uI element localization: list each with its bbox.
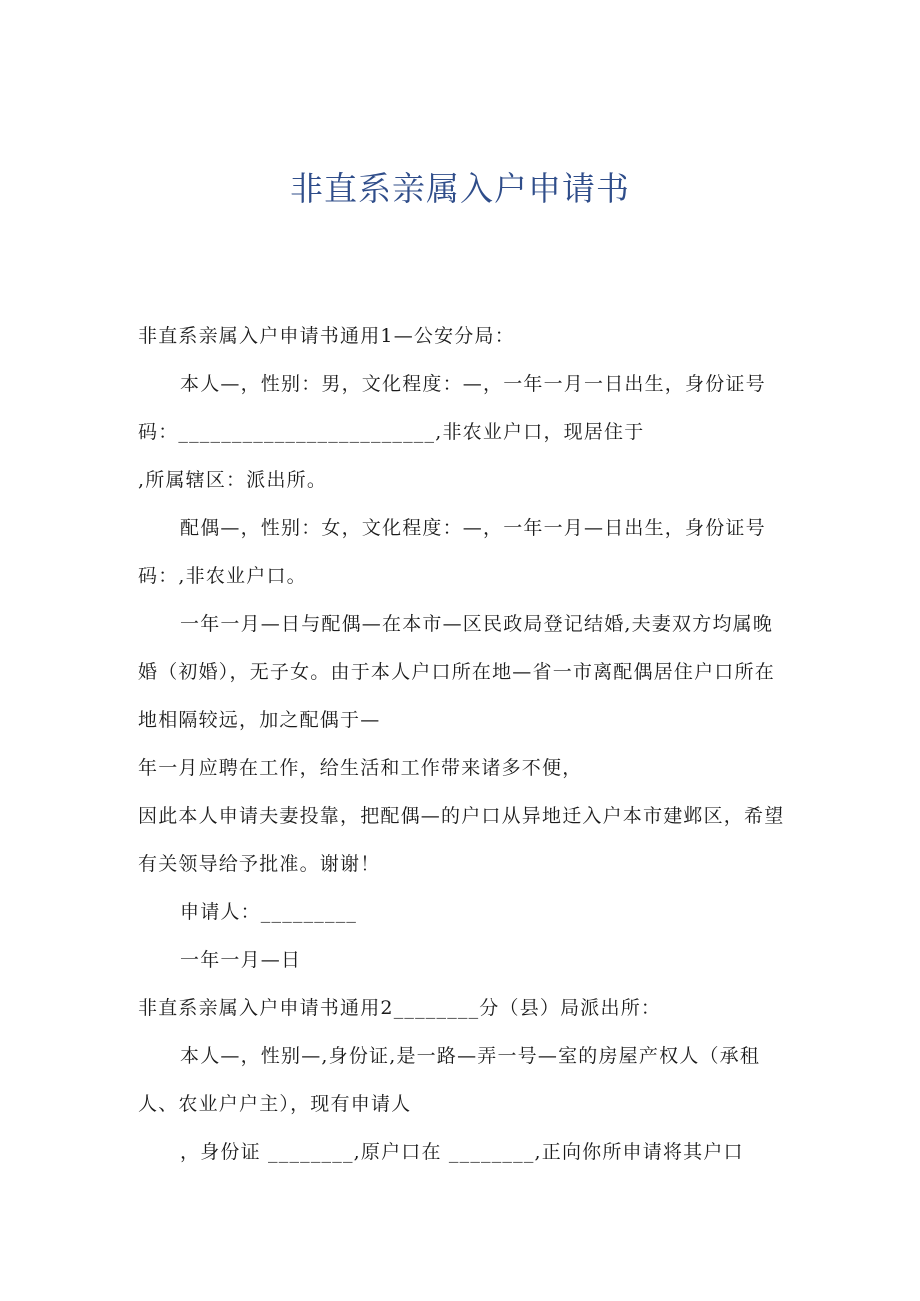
- paragraph-line: 婚（初婚），无子女。由于本人户口所在地—省一市离配偶居住户口所在: [138, 661, 775, 683]
- paragraph-line: 有关领导给予批准。谢谢！: [138, 853, 381, 875]
- date-line: 一年一月—日: [180, 949, 302, 971]
- paragraph-line: 因此本人申请夫妻投靠，把配偶—的户口从异地迁入户本市建邺区，希望: [138, 805, 785, 827]
- paragraph-line: 配偶—，性别：女，文化程度：—，一年一月—日出生，身份证号: [180, 517, 766, 539]
- paragraph-line: ,所属辖区：派出所。: [138, 469, 328, 491]
- paragraph-line: 码：,非农业户口。: [138, 565, 307, 587]
- paragraph-line: 本人—，性别：男，文化程度：—，一年一月一日出生，身份证号: [180, 373, 766, 395]
- paragraph-line: 本人—，性别—,身份证,是一路—弄一号—室的房屋产权人（承租: [180, 1045, 761, 1067]
- paragraph-line: 非直系亲属入户申请书通用2________分（县）局派出所：: [138, 997, 662, 1019]
- document-title: 非直系亲属入户申请书: [290, 169, 630, 208]
- paragraph-line: 地相隔较远，加之配偶于—: [138, 709, 381, 731]
- document-body: [138, 312, 785, 1176]
- applicant-signature-line: 申请人：_________: [180, 901, 358, 923]
- paragraph-line: 年一月应聘在工作，给生活和工作带来诸多不便，: [138, 757, 583, 779]
- paragraph-line: 非直系亲属入户申请书通用1—公安分局：: [138, 325, 515, 347]
- paragraph-line: ，身份证 ________,原户口在 ________,正向你所申请将其户口: [180, 1141, 744, 1163]
- paragraph-line: 一年一月—日与配偶—在本市—区民政局登记结婚,夫妻双方均属晚: [180, 613, 774, 635]
- paragraph-line: 人、农业户户主），现有申请人: [138, 1093, 412, 1115]
- paragraph-line: 码：________________________,非农业户口，现居住于: [138, 421, 645, 443]
